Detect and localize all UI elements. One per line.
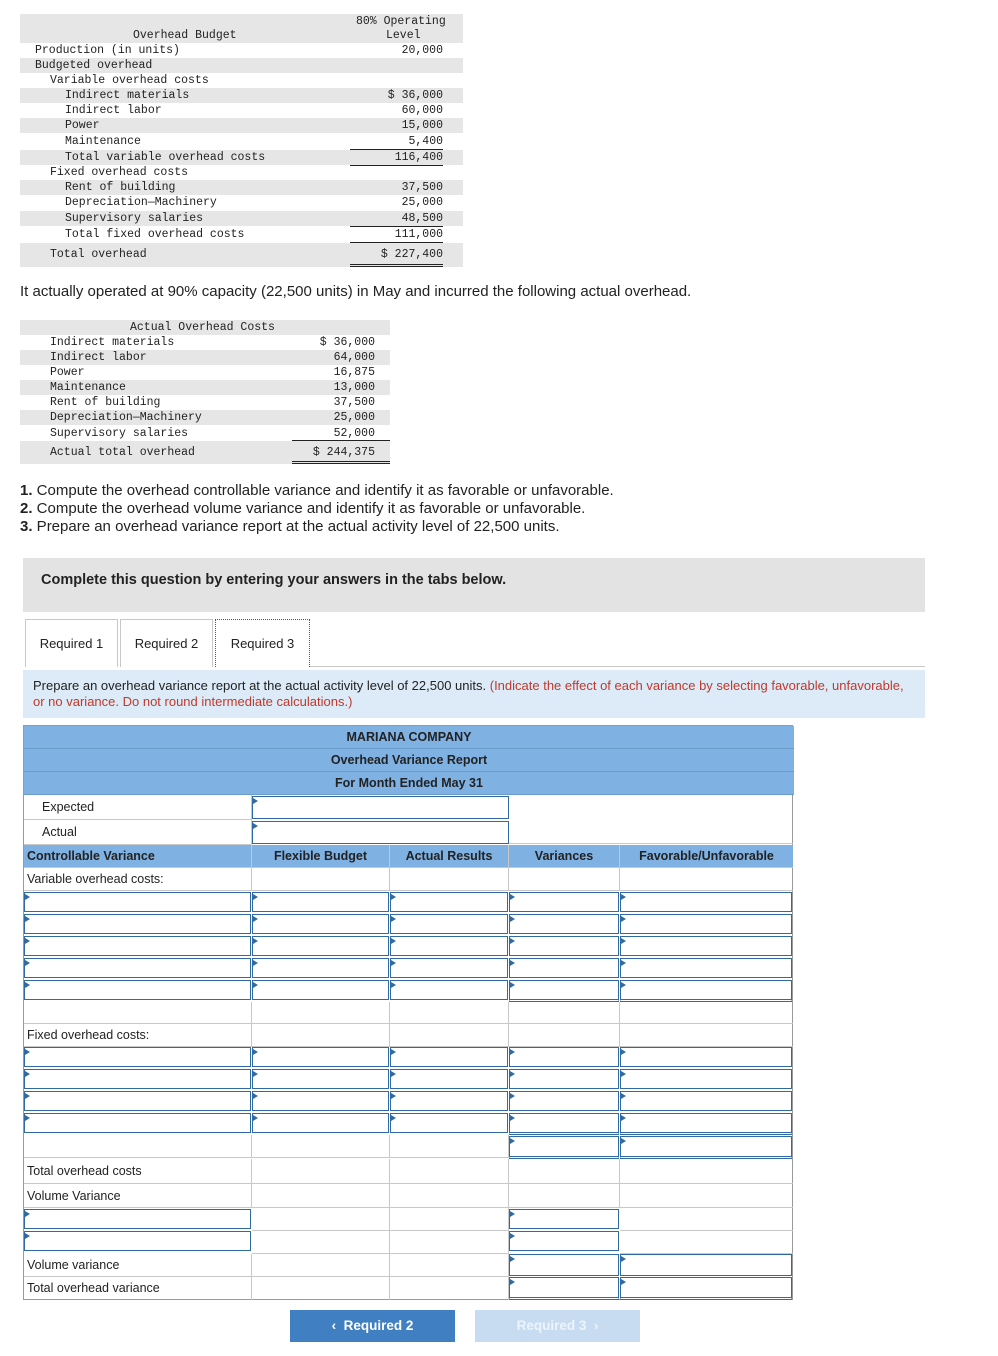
favorable-select[interactable] bbox=[620, 1069, 792, 1089]
actual-results-input[interactable] bbox=[390, 914, 508, 934]
volume-variance-input[interactable] bbox=[509, 1254, 619, 1276]
budget-row: Total fixed overhead costs 111,000 bbox=[65, 228, 443, 241]
volume-variance-header: Volume Variance bbox=[24, 1184, 252, 1208]
complete-prompt-box bbox=[23, 558, 925, 612]
actual-results-input[interactable] bbox=[390, 958, 508, 978]
volume-amount-input[interactable] bbox=[509, 1209, 619, 1229]
budget-row: Budgeted overhead bbox=[20, 58, 463, 73]
chevron-right-icon: › bbox=[593, 1318, 599, 1333]
favorable-select[interactable] bbox=[620, 936, 792, 956]
column-header-controllable: Controllable Variance bbox=[24, 845, 252, 868]
actual-header bbox=[20, 320, 390, 335]
actual-row: Supervisory salaries 52,000 bbox=[50, 427, 375, 440]
controllable-favorable-select[interactable] bbox=[620, 1136, 792, 1159]
flexible-budget-input[interactable] bbox=[252, 914, 389, 934]
variance-input[interactable] bbox=[509, 980, 619, 1002]
cost-name-input[interactable] bbox=[24, 892, 251, 912]
favorable-select[interactable] bbox=[620, 1113, 792, 1135]
variance-input[interactable] bbox=[509, 1091, 619, 1111]
variance-report bbox=[23, 725, 793, 1300]
variable-overhead-label: Variable overhead costs: bbox=[24, 868, 252, 891]
tab-required-2[interactable]: Required 2 bbox=[120, 619, 213, 667]
cost-name-input[interactable] bbox=[24, 958, 251, 978]
actual-row: Depreciation—Machinery 25,000 bbox=[20, 410, 390, 425]
budget-title: Overhead Budget bbox=[133, 29, 237, 42]
budget-row: Variable overhead costs bbox=[50, 74, 209, 87]
instruction-text: Prepare an overhead variance report at the actual activity level of 22,500 units. bbox=[33, 678, 487, 693]
tab-divider bbox=[310, 666, 925, 667]
report-company: MARIANA COMPANY bbox=[24, 726, 794, 749]
favorable-select[interactable] bbox=[620, 980, 792, 1002]
actual-input[interactable] bbox=[252, 821, 509, 844]
actual-row: Indirect materials $ 36,000 bbox=[50, 336, 375, 349]
variance-input[interactable] bbox=[509, 1047, 619, 1067]
budget-row: Supervisory salaries 48,500 bbox=[20, 211, 463, 226]
actual-results-input[interactable] bbox=[390, 892, 508, 912]
budget-row: Production (in units) 20,000 bbox=[35, 44, 443, 57]
total-favorable-select[interactable] bbox=[620, 1277, 792, 1300]
favorable-select[interactable] bbox=[620, 892, 792, 912]
question-item: 2. Compute the overhead volume variance and identify it as favorable or unfavorable. bbox=[20, 500, 586, 517]
budget-row: Indirect materials $ 36,000 bbox=[20, 88, 463, 103]
operating-sentence: It actually operated at 90% capacity (22,500 units) in May and incurred the following actual overhead. bbox=[20, 283, 692, 300]
column-header-favorable-unfavorable: Favorable/Unfavorable bbox=[620, 845, 793, 868]
actual-results-input[interactable] bbox=[390, 1113, 508, 1133]
cost-name-input[interactable] bbox=[24, 914, 251, 934]
double-underline bbox=[292, 461, 390, 462]
cost-name-input[interactable] bbox=[24, 936, 251, 956]
instruction-box bbox=[23, 670, 925, 718]
budget-row: Rent of building 37,500 bbox=[20, 180, 463, 195]
flexible-budget-input[interactable] bbox=[252, 1113, 389, 1133]
actual-row: Actual total overhead $ 244,375 bbox=[20, 441, 390, 464]
variance-input[interactable] bbox=[509, 1113, 619, 1135]
variance-input[interactable] bbox=[509, 892, 619, 912]
cost-name-input[interactable] bbox=[24, 980, 251, 1000]
actual-row: Maintenance 13,000 bbox=[20, 380, 390, 395]
volume-favorable-select[interactable] bbox=[620, 1254, 792, 1276]
actual-title: Actual Overhead Costs bbox=[130, 321, 275, 334]
complete-prompt: Complete this question by entering your answers in the tabs below. bbox=[41, 572, 507, 588]
volume-name-input[interactable] bbox=[24, 1231, 251, 1251]
budget-row: Fixed overhead costs bbox=[50, 166, 189, 179]
previous-button[interactable]: ‹ Required 2 bbox=[290, 1310, 455, 1342]
budget-row: Total overhead $ 227,400 bbox=[20, 243, 463, 267]
question-item: 3. Prepare an overhead variance report at the actual activity level of 22,500 units. bbox=[20, 518, 560, 535]
double-underline bbox=[350, 264, 443, 265]
question-item: 1. Compute the overhead controllable variance and identify it as favorable or unfavorable. bbox=[20, 482, 614, 499]
flexible-budget-input[interactable] bbox=[252, 892, 389, 912]
total-variance-input[interactable] bbox=[509, 1277, 619, 1300]
flexible-budget-input[interactable] bbox=[252, 936, 389, 956]
question-list bbox=[20, 482, 614, 536]
blank-cell bbox=[509, 795, 793, 844]
flexible-budget-input[interactable] bbox=[252, 1091, 389, 1111]
instruction-note: (Indicate the effect of each variance by selecting favorable, unfavorable, or no variance. Do not round intermediate calculations.) bbox=[33, 678, 904, 709]
variance-input[interactable] bbox=[509, 936, 619, 956]
cost-name-input[interactable] bbox=[24, 1113, 251, 1133]
actual-label: Actual bbox=[24, 820, 252, 845]
report-title: Overhead Variance Report bbox=[24, 749, 794, 772]
actual-results-input[interactable] bbox=[390, 1091, 508, 1111]
favorable-select[interactable] bbox=[620, 958, 792, 978]
tab-required-1[interactable]: Required 1 bbox=[25, 619, 118, 667]
column-header-variances: Variances bbox=[509, 845, 620, 868]
actual-row: Power 16,875 bbox=[50, 366, 375, 379]
budget-row: Power 15,000 bbox=[20, 118, 463, 133]
favorable-select[interactable] bbox=[620, 1047, 792, 1067]
flexible-budget-input[interactable] bbox=[252, 1069, 389, 1089]
cost-name-input[interactable] bbox=[24, 1047, 251, 1067]
budget-row: Maintenance 5,400 bbox=[65, 135, 443, 148]
actual-results-input[interactable] bbox=[390, 980, 508, 1000]
fixed-overhead-label: Fixed overhead costs: bbox=[24, 1024, 252, 1047]
column-header-actual-results: Actual Results bbox=[390, 845, 509, 868]
flexible-budget-input[interactable] bbox=[252, 1047, 389, 1067]
next-button[interactable]: Required 3 › bbox=[475, 1310, 640, 1342]
volume-variance-label: Volume variance bbox=[24, 1254, 252, 1277]
flexible-budget-input[interactable] bbox=[252, 980, 389, 1000]
total-overhead-label: Total overhead costs bbox=[24, 1159, 252, 1184]
volume-name-input[interactable] bbox=[24, 1209, 251, 1229]
cost-name-input[interactable] bbox=[24, 1091, 251, 1111]
expected-input[interactable] bbox=[252, 796, 509, 819]
budget-row: Indirect labor 60,000 bbox=[65, 104, 443, 117]
actual-results-input[interactable] bbox=[390, 936, 508, 956]
cost-name-input[interactable] bbox=[24, 1069, 251, 1089]
actual-row: Indirect labor 64,000 bbox=[20, 350, 390, 365]
chevron-left-icon: ‹ bbox=[331, 1318, 337, 1333]
budget-column-header-1: 80% Operating bbox=[356, 15, 446, 28]
variance-input[interactable] bbox=[509, 958, 619, 978]
volume-amount-input[interactable] bbox=[509, 1231, 619, 1251]
variance-input[interactable] bbox=[509, 1069, 619, 1089]
actual-row: Rent of building 37,500 bbox=[50, 396, 375, 409]
budget-header bbox=[20, 14, 463, 43]
favorable-select[interactable] bbox=[620, 914, 792, 934]
budget-column-header-2: Level bbox=[386, 29, 421, 42]
actual-results-input[interactable] bbox=[390, 1069, 508, 1089]
report-period: For Month Ended May 31 bbox=[24, 772, 794, 795]
actual-results-input[interactable] bbox=[390, 1047, 508, 1067]
total-variance-label: Total overhead variance bbox=[24, 1277, 252, 1300]
controllable-variance-input[interactable] bbox=[509, 1136, 619, 1159]
double-underline bbox=[350, 266, 443, 267]
budget-row: Total variable overhead costs 116,400 bbox=[20, 150, 463, 165]
variance-input[interactable] bbox=[509, 914, 619, 934]
budget-row: Depreciation—Machinery 25,000 bbox=[65, 196, 443, 209]
double-underline bbox=[292, 463, 390, 464]
tab-required-3[interactable]: Required 3 bbox=[215, 619, 310, 667]
flexible-budget-input[interactable] bbox=[252, 958, 389, 978]
column-header-flexible-budget: Flexible Budget bbox=[252, 845, 390, 868]
favorable-select[interactable] bbox=[620, 1091, 792, 1111]
expected-label: Expected bbox=[24, 795, 252, 820]
